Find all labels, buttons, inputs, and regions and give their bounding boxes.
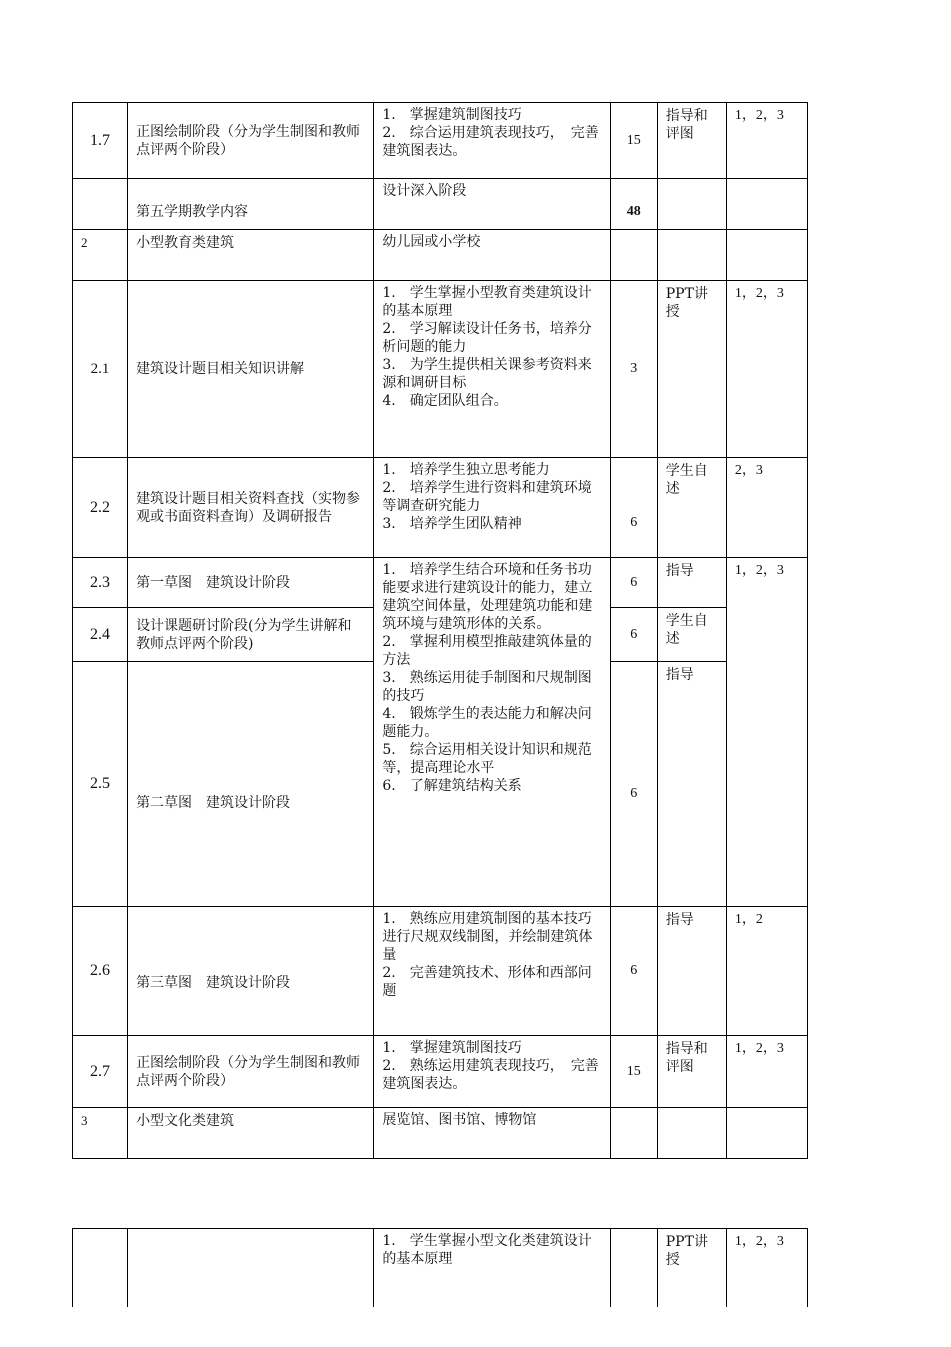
chapters-cell: [726, 230, 807, 281]
row-number: [73, 1229, 128, 1307]
objective-item: 2. 完善建筑技术、形体和西部问题: [382, 965, 592, 999]
row-number: 2.5: [73, 662, 128, 907]
objectives-cell: [374, 281, 610, 458]
hours-cell: 48: [610, 179, 657, 230]
objective-item: 1. 学生掌握小型教育类建筑设计的基本原理: [382, 285, 592, 319]
objectives-cell: [374, 907, 610, 1036]
stage-name: 设计课题研讨阶段(分为学生讲解和教师点评两个阶段): [128, 608, 374, 662]
hours-cell: 6: [610, 608, 657, 662]
method-cell: PPT讲授: [657, 1229, 726, 1307]
hours-cell: 3: [610, 281, 657, 458]
chapters-cell: 1，2，3: [726, 558, 807, 907]
method-cell: 指导和评图: [657, 103, 726, 179]
objectives-cell: [374, 1229, 610, 1307]
stage-name: 第二草图 建筑设计阶段: [128, 662, 374, 907]
objective-item: 4. 确定团队组合。: [382, 393, 508, 409]
method-cell: 指导: [657, 662, 726, 907]
method-cell: 指导和评图: [657, 1036, 726, 1108]
row-number: 2: [73, 230, 128, 281]
stage-name: 第三草图 建筑设计阶段: [128, 907, 374, 1036]
row-number: 2.2: [73, 458, 128, 558]
row-number: 2.3: [73, 558, 128, 608]
method-cell: 学生自述: [657, 458, 726, 558]
objective-item: 3. 为学生提供相关课参考资料来源和调研目标: [382, 357, 592, 391]
table-row: [73, 179, 808, 230]
objective-item: 1. 学生掌握小型文化类建筑设计的基本原理: [382, 1233, 592, 1267]
objective-item: 1. 培养学生结合环境和任务书功能要求进行建筑设计的能力，建立建筑空间体量，处理建筑功能和建筑环境与建筑形体的关系。: [382, 562, 593, 632]
chapters-cell: 1，2，3: [726, 1036, 807, 1108]
hours-cell: [610, 1108, 657, 1159]
table-row: [73, 103, 808, 179]
table-row: [73, 558, 808, 608]
table-row: [73, 458, 808, 558]
chapters-cell: 1，2: [726, 907, 807, 1036]
chapters-cell: 1，2，3: [726, 103, 807, 179]
stage-name: 建筑设计题目相关资料查找（实物参观或书面资料查询）及调研报告: [128, 458, 374, 558]
chapters-cell: [726, 179, 807, 230]
hours-cell: 15: [610, 1036, 657, 1108]
hours-cell: 6: [610, 558, 657, 608]
row-number: 3: [73, 1108, 128, 1159]
stage-name: 正图绘制阶段（分为学生制图和教师点评两个阶段）: [128, 103, 374, 179]
table-row: [73, 281, 808, 458]
chapters-cell: 1，2，3: [726, 281, 807, 458]
method-cell: 指导: [657, 907, 726, 1036]
hours-cell: 6: [610, 907, 657, 1036]
objectives-cell: [374, 103, 610, 179]
objective-item: 幼儿园或小学校: [382, 234, 481, 250]
hours-cell: 6: [610, 458, 657, 558]
objective-item: 设计深入阶段: [382, 183, 467, 199]
objective-item: 1. 掌握建筑制图技巧: [382, 1040, 522, 1056]
stage-name: 第一草图 建筑设计阶段: [128, 558, 374, 608]
row-number: 2.4: [73, 608, 128, 662]
table-row: [73, 1229, 808, 1307]
objective-item: 1. 掌握建筑制图技巧: [382, 107, 522, 123]
objectives-cell: [374, 558, 610, 907]
stage-name: 建筑设计题目相关知识讲解: [128, 281, 374, 458]
table-row: [73, 1036, 808, 1108]
stage-name: [128, 1229, 374, 1307]
hours-cell: 6: [610, 662, 657, 907]
table-row: [73, 230, 808, 281]
row-number: 2.6: [73, 907, 128, 1036]
hours-cell: [610, 230, 657, 281]
chapters-cell: 2，3: [726, 458, 807, 558]
objective-item: 1. 培养学生独立思考能力: [382, 462, 550, 478]
row-number: 1.7: [73, 103, 128, 179]
method-cell: [657, 1108, 726, 1159]
chapters-cell: 1，2，3: [726, 1229, 807, 1307]
objective-item: 2. 熟练运用建筑表现技巧， 完善建筑图表达。: [382, 1058, 599, 1092]
hours-cell: 15: [610, 103, 657, 179]
row-number: 2.1: [73, 281, 128, 458]
objective-item: 2. 学习解读设计任务书，培养分析问题的能力: [382, 321, 592, 355]
stage-name: 正图绘制阶段（分为学生制图和教师点评两个阶段）: [128, 1036, 374, 1108]
objectives-cell: [374, 1108, 610, 1159]
hours-cell: [610, 1229, 657, 1307]
objective-item: 2. 综合运用建筑表现技巧， 完善建筑图表达。: [382, 125, 599, 159]
objectives-cell: [374, 179, 610, 230]
objective-item: 3. 培养学生团队精神: [382, 516, 522, 532]
stage-name: 小型教育类建筑: [128, 230, 374, 281]
objective-item: 2. 培养学生进行资料和建筑环境等调查研究能力: [382, 480, 592, 514]
method-cell: PPT讲授: [657, 281, 726, 458]
objective-item: 5. 综合运用相关设计知识和规范等，提高理论水平: [382, 742, 592, 776]
objectives-cell: [374, 230, 610, 281]
objective-item: 2. 掌握利用模型推敲建筑体量的方法: [382, 634, 592, 668]
method-cell: 指导: [657, 558, 726, 608]
row-number: 2.7: [73, 1036, 128, 1108]
objective-item: 4. 锻炼学生的表达能力和解决问题能力。: [382, 706, 592, 740]
method-cell: [657, 179, 726, 230]
table-row: [73, 907, 808, 1036]
objective-item: 3. 熟练运用徒手制图和尺规制图的技巧: [382, 670, 592, 704]
method-cell: 学生自述: [657, 608, 726, 662]
objective-item: 6. 了解建筑结构关系: [382, 778, 522, 794]
stage-name: 第五学期教学内容: [128, 179, 374, 230]
objective-item: 展览馆、图书馆、博物馆: [382, 1112, 537, 1128]
objective-item: 1. 熟练应用建筑制图的基本技巧进行尺规双线制图，并绘制建筑体量: [382, 911, 593, 963]
chapters-cell: [726, 1108, 807, 1159]
objectives-cell: [374, 458, 610, 558]
row-number: [73, 179, 128, 230]
table-row: [73, 1108, 808, 1159]
method-cell: [657, 230, 726, 281]
curriculum-table-continued: [72, 1228, 808, 1307]
curriculum-table: [72, 102, 808, 1159]
objectives-cell: [374, 1036, 610, 1108]
stage-name: 小型文化类建筑: [128, 1108, 374, 1159]
